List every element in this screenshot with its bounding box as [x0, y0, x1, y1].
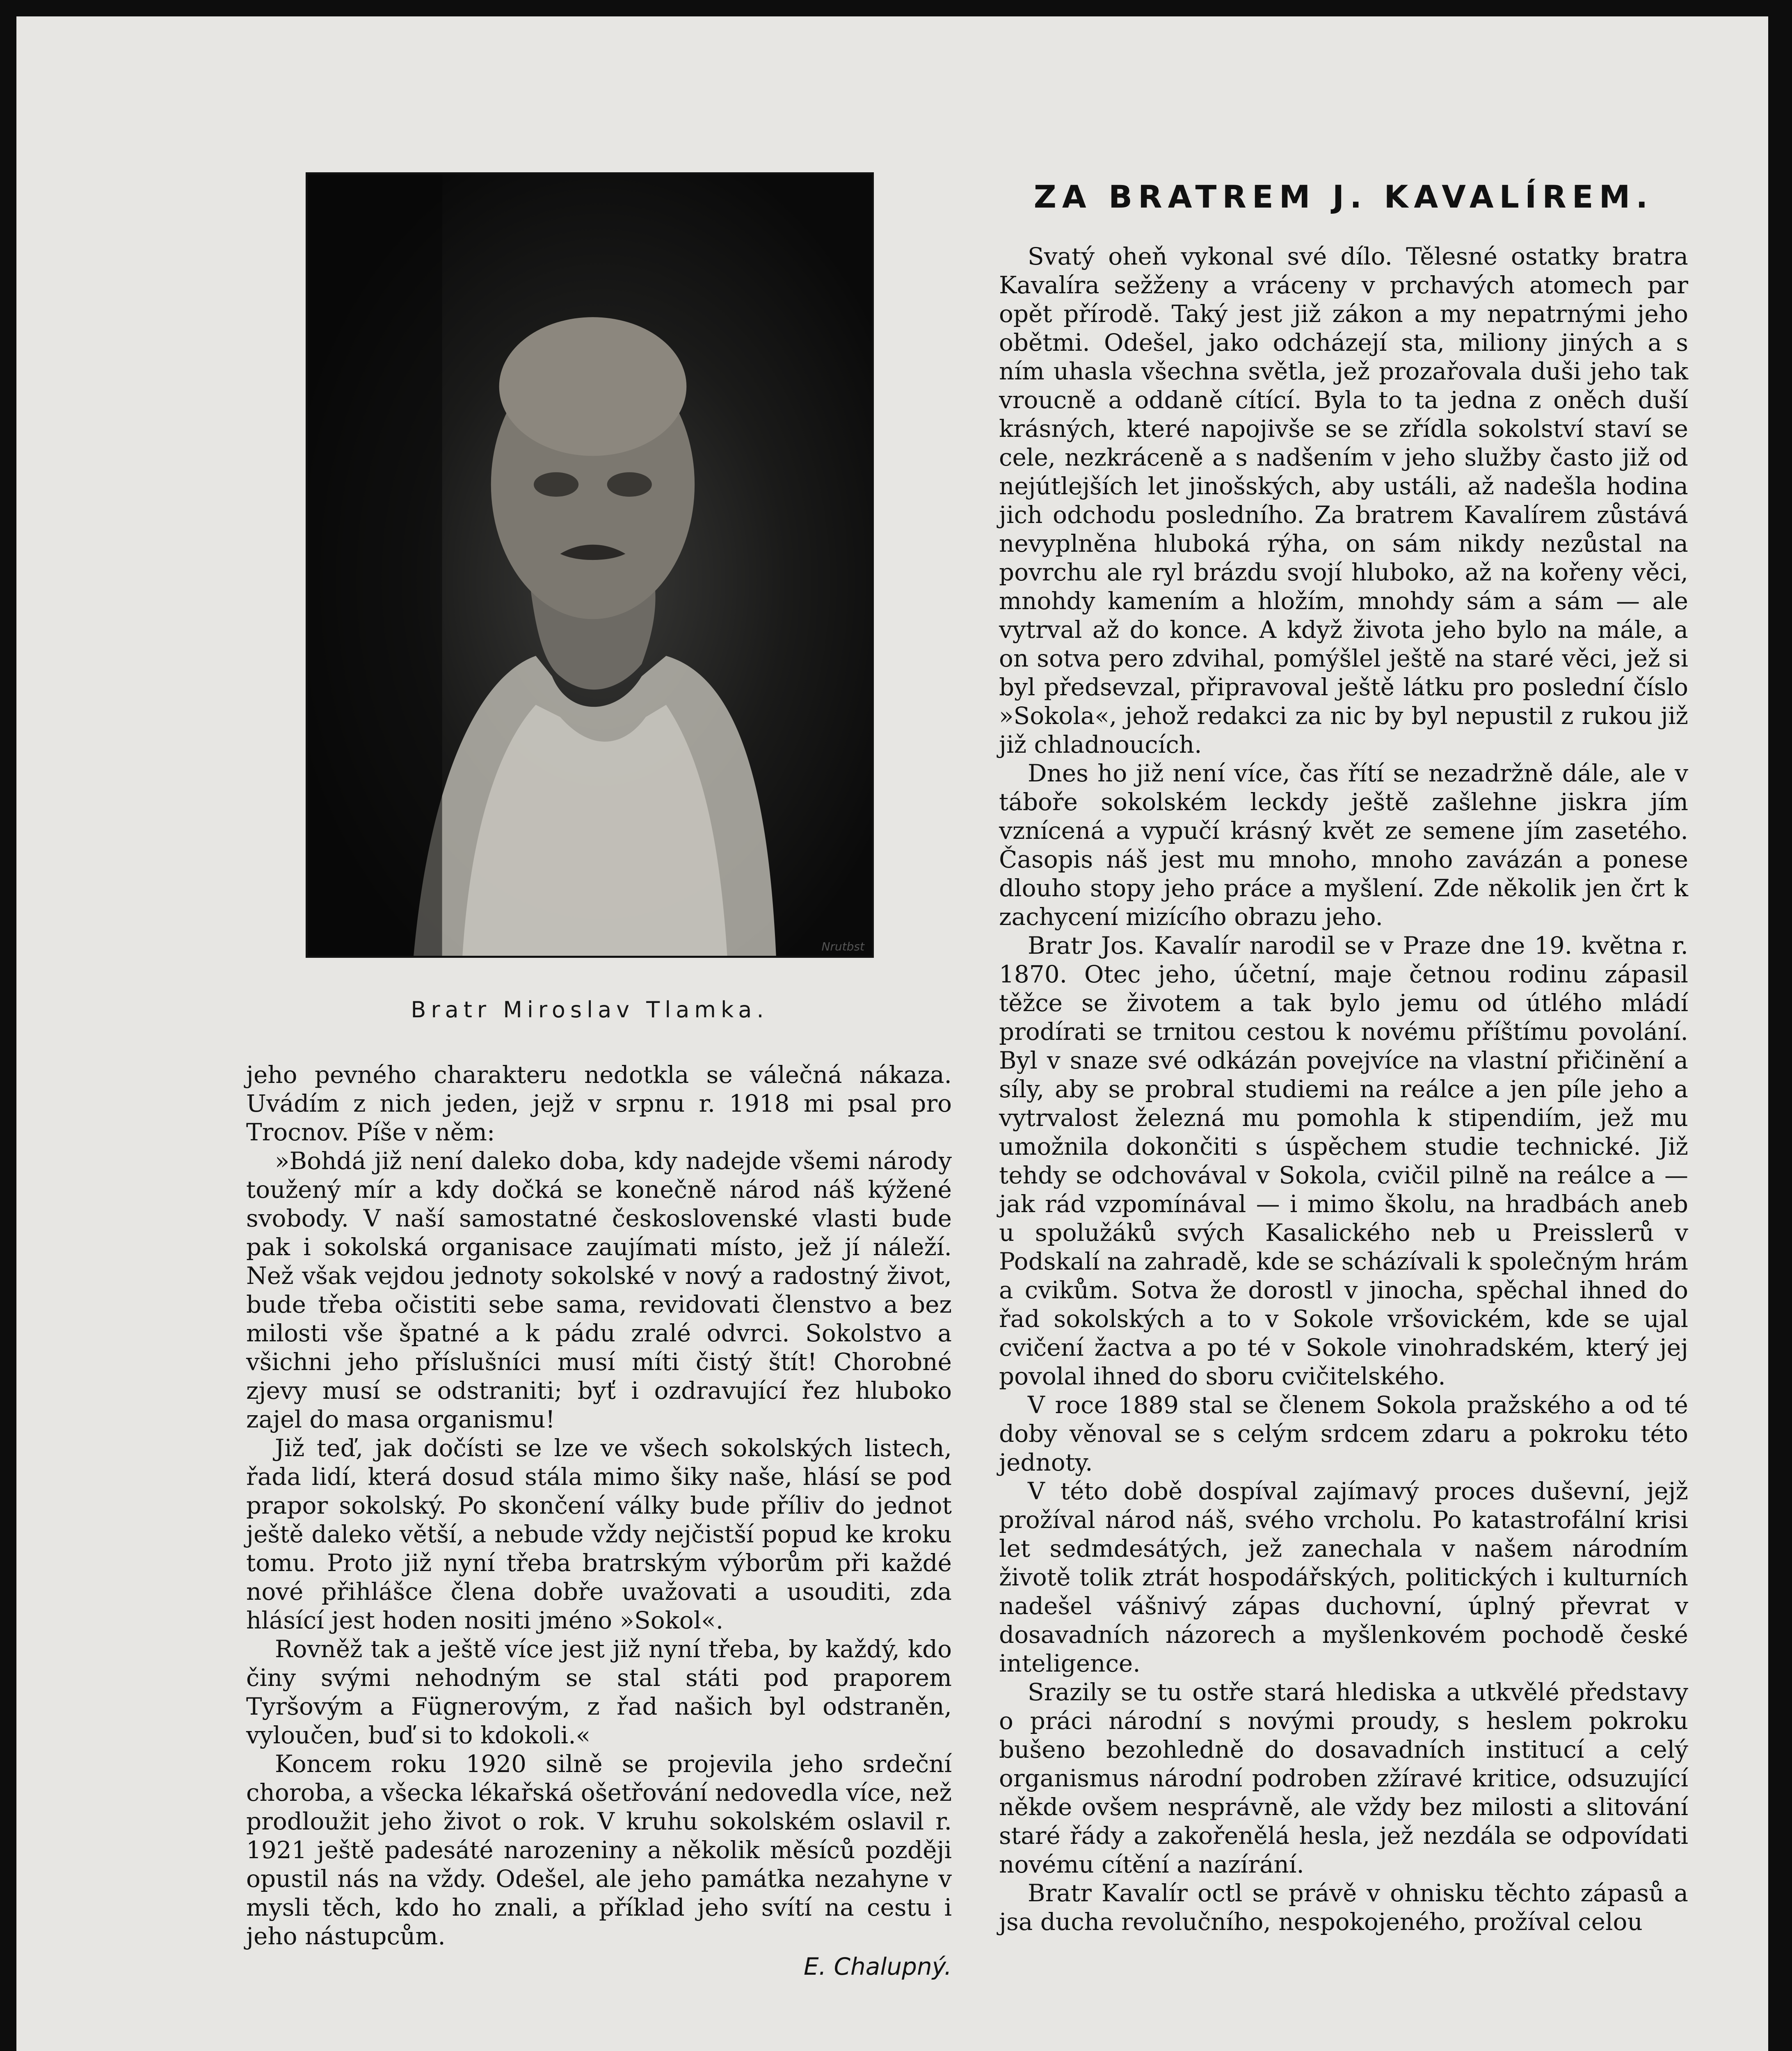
- left-paragraph: »Bohdá již není daleko doba, kdy nadejde všemi národy toužený mír a kdy dočká se konečně národ náš kýžené svobody. V naší samostatné československé vlasti bude pak i sokolská organisace zaujímati místo, jež jí náleží. Než však vejdou jednoty sokolské v nový a radostný život, bude třeba očistiti sebe sama, revidovati členstvo a bez milosti vše špatné a k pádu zralé odvrci. Sokolstvo a všichni jeho příslušníci musí míti čistý štít! Chorobné zjevy musí se odstraniti; byť i ozdravující řez hluboko zajel do masa organismu!: [246, 1147, 952, 1433]
- left-paragraph: Již teď, jak dočísti se lze ve všech sokolských listech, řada lidí, která dosud stála mimo šiky naše, hlásí se pod prapor sokolský. Po skončení války bude příliv do jednot ještě daleko větší, a nebude vždy nejčistší popud ke kroku tomu. Proto již nyní třeba bratrským výborům při každé nové přihlášce člena dobře uvažovati a usouditi, zda hlásící jest hoden nositi jméno »Sokol«.: [246, 1434, 952, 1634]
- right-paragraph: V této době dospíval zajímavý proces duševní, jejž prožíval národ náš, svého vrcholu. Po katastrofální krisi let sedmdesátých, jež zanechala v našem národním životě tolik ztrát hospodářských, politických i kulturních nadešel vášnivý zápas duchovní, úplný převrat v dosavadních názorech a myšlenkovém pochodě české inteligence.: [999, 1477, 1688, 1677]
- right-paragraph: V roce 1889 stal se členem Sokola pražského a od té doby věnoval se s celým srdcem zdaru a pokroku této jednoty.: [999, 1391, 1688, 1476]
- author-signature: E. Chalupný.: [803, 1953, 952, 1980]
- left-paragraph: Koncem roku 1920 silně se projevila jeho srdeční choroba, a všecka lékařská ošetřování nedovedla více, než prodloužit jeho život o rok. V kruhu sokolském oslavil r. 1921 ještě padesáté narozeniny a několik měsíců později opustil nás na vždy. Odešel, ale jeho památka nezahyne v mysli těch, kdo ho znali, a příklad jeho svítí na cestu i jeho nástupcům.: [246, 1750, 952, 1950]
- left-paragraph: Rovněž tak a ještě více jest již nyní třeba, by každý, kdo činy svými nehodným se stal státi pod praporem Tyršovým a Fügnerovým, z řad našich byl odstraněn, vyloučen, buď si to kdokoli.«: [246, 1635, 952, 1749]
- portrait-illustration: [308, 174, 872, 956]
- right-paragraph: Srazily se tu ostře stará hlediska a utkvělé představy o práci národní s novými proudy, s heslem pokroku bušeno bezohledně do dosavadních institucí a celý organismus národní podroben zžíravé kritice, odsuzující někde ovšem nesprávně, ale vždy bez milosti a slitování staré řády a zakořenělá hesla, jež nezdála se odpovídati novému cítění a nazírání.: [999, 1678, 1688, 1878]
- right-paragraph: Bratr Jos. Kavalír narodil se v Praze dne 19. května r. 1870. Otec jeho, účetní, maje četnou rodinu zápasil těžce se životem a tak bylo jemu od útlého mládí prodírati se trnitou cestou k novému příštímu povolání. Byl v snaze své odkázán povejvíce na vlastní přičinění a síly, aby se probral studiemi na reálce a jen píle jeho a vytrvalost železná mu pomohla k stipendiím, jež mu umožnila dokončiti s úspěchem studie technické. Již tehdy se odchovával v Sokola, cvičil pilně na reálce a — jak rád vzpomínával — i mimo školu, na hradbách aneb u spolužáků svých Kasalického neb u Preisslerů v Podskalí na zahradě, kde se scházívali k společným hrám a cvikům. Sotva že dorostl v jinocha, spěchal ihned do řad sokolských a to v Sokole vršovickém, kde se ujal cvičení žactva a po té v Sokole vinohradském, který jej povolal ihned do sboru cvičitelského.: [999, 932, 1688, 1390]
- photo-caption: Bratr Miroslav Tlamka.: [411, 997, 769, 1023]
- portrait-photo: [306, 172, 874, 958]
- photo-credit: Nrutbst: [821, 940, 864, 953]
- right-column: [999, 242, 1688, 1936]
- left-column: [246, 1060, 952, 1981]
- right-paragraph: Bratr Kavalír octl se právě v ohnisku těchto zápasů a jsa ducha revolučního, nespokojeného, prožíval celou: [999, 1879, 1688, 1936]
- right-paragraph: Dnes ho již není více, čas řítí se nezadržně dále, ale v táboře sokolském leckdy ještě zašlehne jiskra jím vznícená a vypučí krásný květ ze semene jím zasetého. Časopis náš jest mu mnoho, mnoho zavázán a ponese dlouho stopy jeho práce a myšlení. Zde několik jen črt k zachycení mizícího obrazu jeho.: [999, 759, 1688, 931]
- right-paragraph: Svatý oheň vykonal své dílo. Tělesné ostatky bratra Kavalíra sežženy a vráceny v prchavých atomech par opět přírodě. Taký jest již zákon a my nepatrnými jeho obětmi. Odešel, jako odcházejí sta, miliony jiných a s ním uhasla všechna světla, jež prozařovala duši jeho tak vroucně a oddaně cítící. Byla to ta jedna z oněch duší krásných, které napojivše se se zřídla sokolství staví se cele, nezkráceně a s nadšením v jeho služby často již od nejútlejších let jinošských, aby ustáli, až nadešla hodina jich odchodu posledního. Za bratrem Kavalírem zůstává nevyplněna hluboká rýha, on sám nikdy nezůstal na povrchu ale ryl brázdu svojí hluboko, až na kořeny věci, mnohdy kamením a hložím, mnohdy sám a sám — ale vytrval až do konce. A když života jeho bylo na mále, a on sotva pero zdvihal, pomýšlel ještě na staré věci, jež si byl předsevzal, připravoval ještě látku pro poslední číslo »Sokola«, jehož redakci za nic by byl nepustil z rukou již již chladnoucích.: [999, 242, 1688, 758]
- page: [16, 16, 1768, 2051]
- article-title: ZA BRATREM J. KAVALÍREM.: [1033, 178, 1654, 215]
- left-paragraph: jeho pevného charakteru nedotkla se válečná nákaza. Uvádím z nich jeden, jejž v srpnu r. 1918 mi psal pro Trocnov. Píše v něm:: [246, 1061, 952, 1146]
